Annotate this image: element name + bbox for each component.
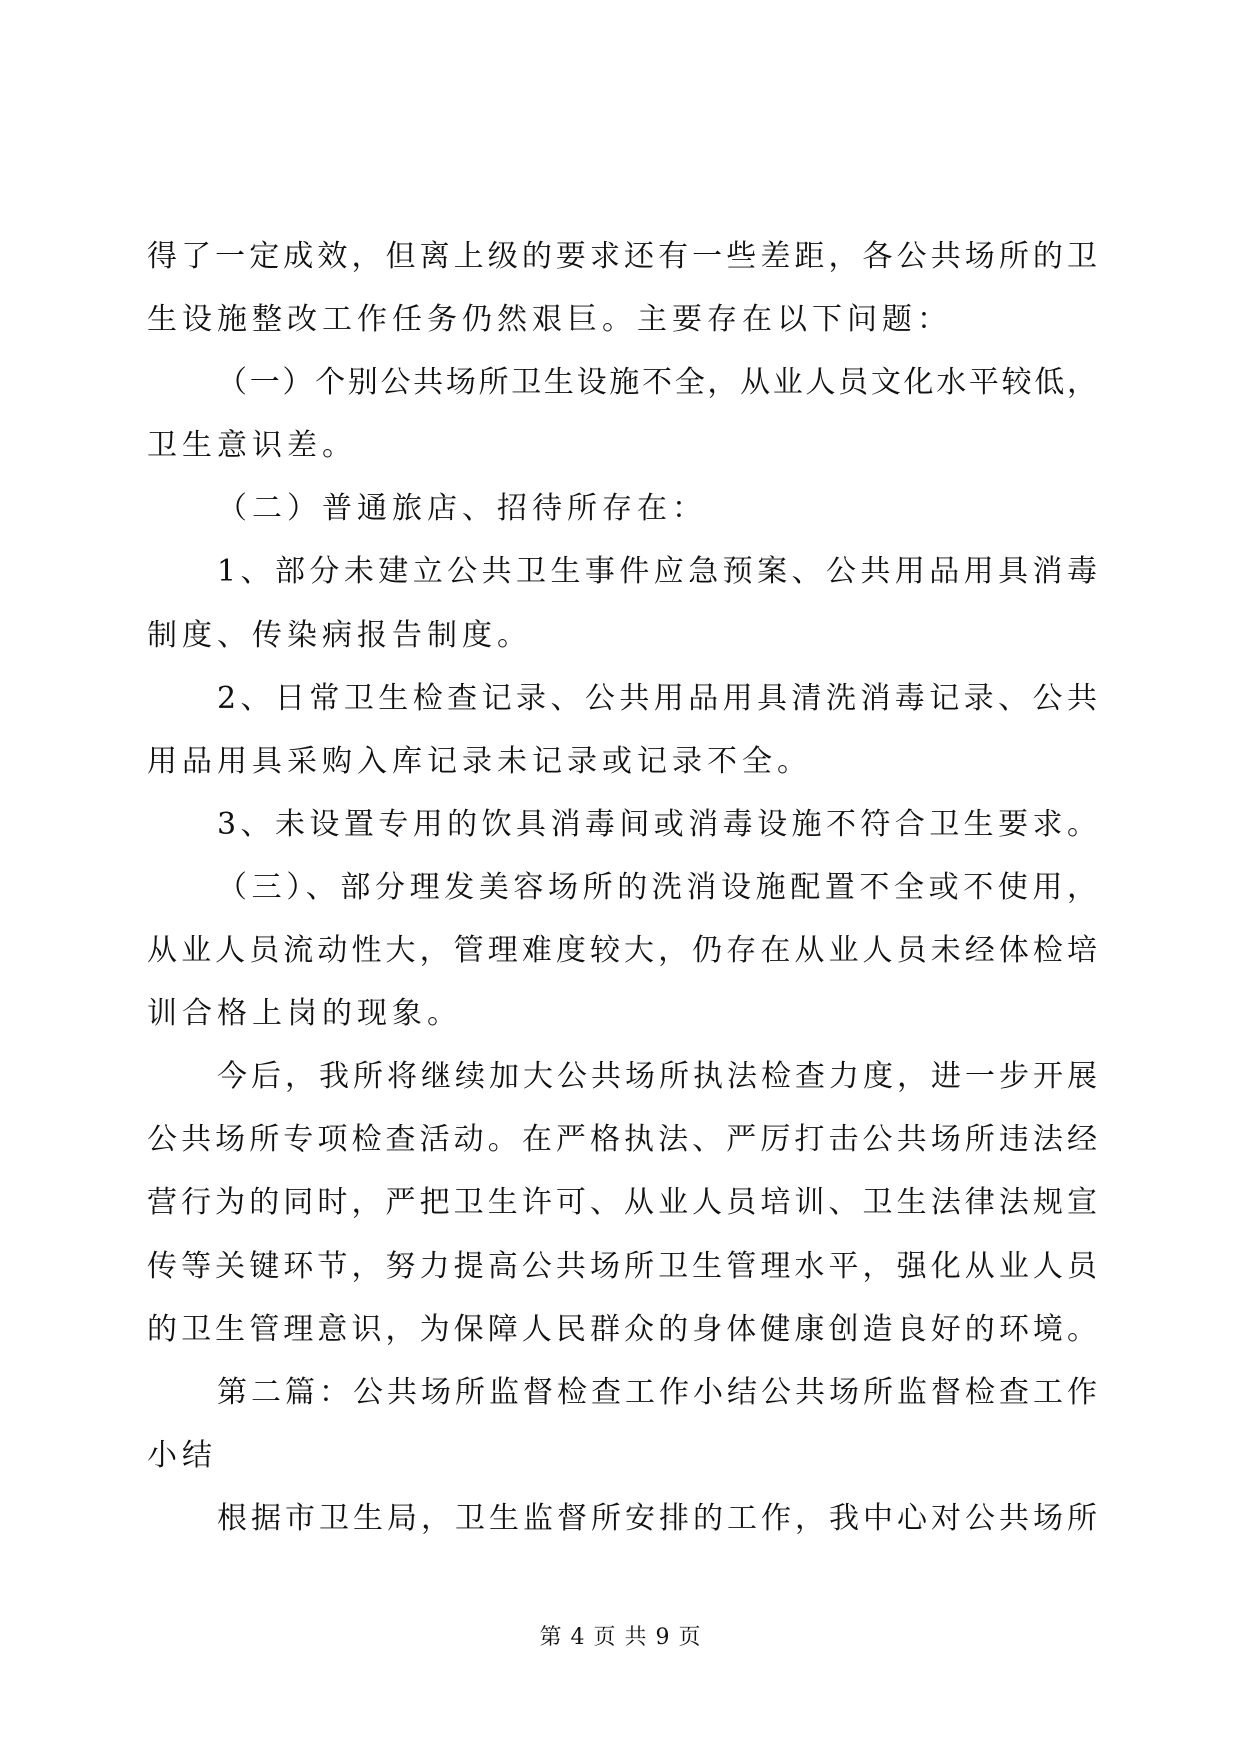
text-line: （二）普通旅店、招待所存在： (217, 491, 707, 527)
text-line: 传等关键环节，努力提高公共场所卫生管理水平，强化从业人员 (147, 1248, 1097, 1284)
text-line: 2、日常卫生检查记录、公共用品用具清洗消毒记录、公共 (217, 680, 1097, 716)
text-line: 根据市卫生局，卫生监督所安排的工作，我中心对公共场所 (217, 1500, 1097, 1536)
text-line: （一）个别公共场所卫生设施不全，从业人员文化水平较低， (217, 365, 1097, 401)
text-line: 得了一定成效，但离上级的要求还有一些差距，各公共场所的卫 (147, 239, 1097, 274)
text-line: （三）、部分理发美容场所的洗消设施配置不全或不使用， (217, 869, 1097, 905)
document-body (147, 225, 1097, 1550)
text-line: 小结 (147, 1437, 217, 1473)
text-line: 训合格上岗的现象。 (147, 996, 462, 1032)
text-line: 生设施整改工作任务仍然艰巨。主要存在以下问题： (147, 302, 952, 338)
text-line: 3、未设置专用的饮具消毒间或消毒设施不符合卫生要求。 (217, 806, 1097, 842)
text-line: 今后，我所将继续加大公共场所执法检查力度，进一步开展 (217, 1059, 1097, 1095)
text-line: 制度、传染病报告制度。 (147, 617, 532, 653)
text-line: 营行为的同时，严把卫生许可、从业人员培训、卫生法律法规宣 (147, 1185, 1097, 1221)
page-number: 第 4 页 共 9 页 (539, 1625, 702, 1650)
text-line: 卫生意识差。 (147, 428, 357, 464)
text-line: 用品用具采购入库记录未记录或记录不全。 (147, 743, 812, 779)
text-line: 的卫生管理意识，为保障人民群众的身体健康创造良好的环境。 (147, 1311, 1097, 1347)
text-line: 第二篇：公共场所监督检查工作小结公共场所监督检查工作 (217, 1374, 1097, 1410)
text-line: 公共场所专项检查活动。在严格执法、严厉打击公共场所违法经 (147, 1122, 1097, 1158)
text-line: 从业人员流动性大，管理难度较大，仍存在从业人员未经体检培 (147, 933, 1097, 969)
text-line: 1、部分未建立公共卫生事件应急预案、公共用品用具消毒 (217, 554, 1097, 590)
page-footer (0, 1620, 1241, 1651)
